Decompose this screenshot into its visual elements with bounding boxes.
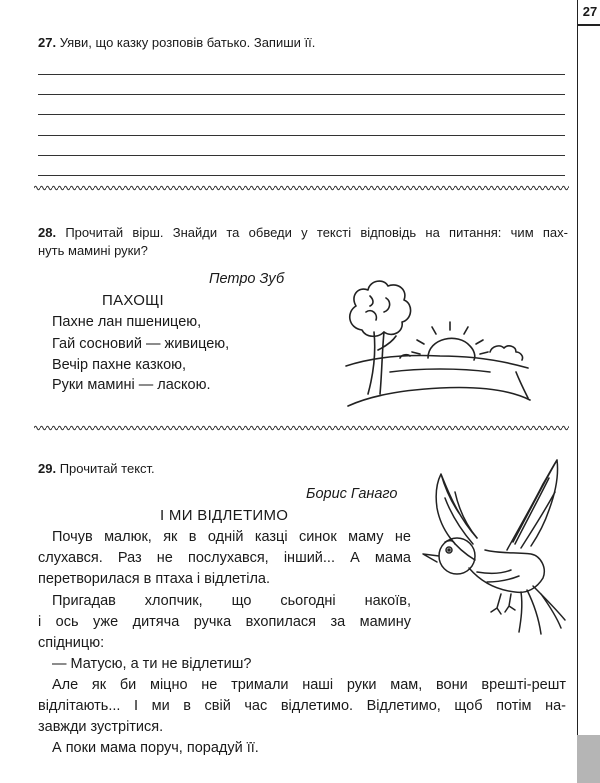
writing-line[interactable] bbox=[38, 114, 565, 115]
task-27-instruction bbox=[38, 34, 315, 52]
story-line: — Матусю, а ти не відлетиш? bbox=[52, 656, 252, 672]
story-line: Почув малюк, як в одній казці синок маму не bbox=[52, 529, 411, 545]
task-28-line-1: Прочитай вірш. Знайди та обведи у тексті відповідь на питання: чим пах- bbox=[65, 225, 568, 240]
writing-line[interactable] bbox=[38, 175, 565, 176]
writing-line[interactable] bbox=[38, 94, 565, 95]
story-line: і ось уже дитяча ручка вхопилася за мамину bbox=[38, 614, 411, 630]
margin-gray-bar bbox=[577, 735, 600, 783]
section-divider-ornament bbox=[34, 424, 569, 432]
poem-title: ПАХОЩІ bbox=[102, 292, 164, 309]
page-number: 27 bbox=[582, 4, 598, 19]
poem-verse: Пахне лан пшеницею, bbox=[52, 314, 202, 330]
poem-verse: Вечір пахне казкою, bbox=[52, 357, 187, 373]
writing-line[interactable] bbox=[38, 135, 565, 136]
story-line: спідницю: bbox=[38, 635, 105, 651]
page-margin-strip bbox=[577, 0, 600, 783]
story-line: Але як би міцно не тримали наші руки мам, вони врешті-решт bbox=[52, 677, 566, 693]
task-29-instruction bbox=[38, 460, 155, 478]
writing-line[interactable] bbox=[38, 155, 565, 156]
task-28-line-2: нуть мамині руки? bbox=[38, 243, 148, 258]
task-27-number: 27. bbox=[38, 35, 57, 50]
story-title: І МИ ВІДЛЕТИМО bbox=[160, 507, 289, 524]
poem-author: Петро Зуб bbox=[209, 271, 285, 287]
story-line: відлітають... І ми в свій час відлетимо. Відлетимо, щоб потім на- bbox=[38, 698, 566, 714]
poem-verse: Гай сосновий — живицею, bbox=[52, 336, 230, 352]
task-28-instruction bbox=[38, 224, 568, 260]
story-line: слухався. Раз не послухався, інший... А мама bbox=[38, 550, 411, 566]
poem-verse: Руки мамині — ласкою. bbox=[52, 377, 211, 393]
task-29-text: Прочитай текст. bbox=[59, 461, 155, 476]
page-number-divider bbox=[577, 24, 600, 26]
story-line: Пригадав хлопчик, що сьогодні накоїв, bbox=[52, 593, 411, 609]
flying-bird-illustration bbox=[415, 458, 575, 640]
section-divider-ornament bbox=[34, 184, 569, 192]
story-line: перетворилася в птаха і відлетіла. bbox=[38, 571, 271, 587]
story-line: А поки мама поруч, порадуй її. bbox=[52, 740, 259, 756]
story-author: Борис Ганаго bbox=[306, 486, 398, 502]
task-27-text: Уяви, що казку розповів батько. Запиши її. bbox=[59, 35, 316, 50]
story-line: завжди зустрітися. bbox=[38, 719, 164, 735]
landscape-tree-sunset-illustration bbox=[340, 272, 535, 414]
writing-line[interactable] bbox=[38, 74, 565, 75]
task-28-number: 28. bbox=[38, 225, 57, 240]
task-29-number: 29. bbox=[38, 461, 57, 476]
